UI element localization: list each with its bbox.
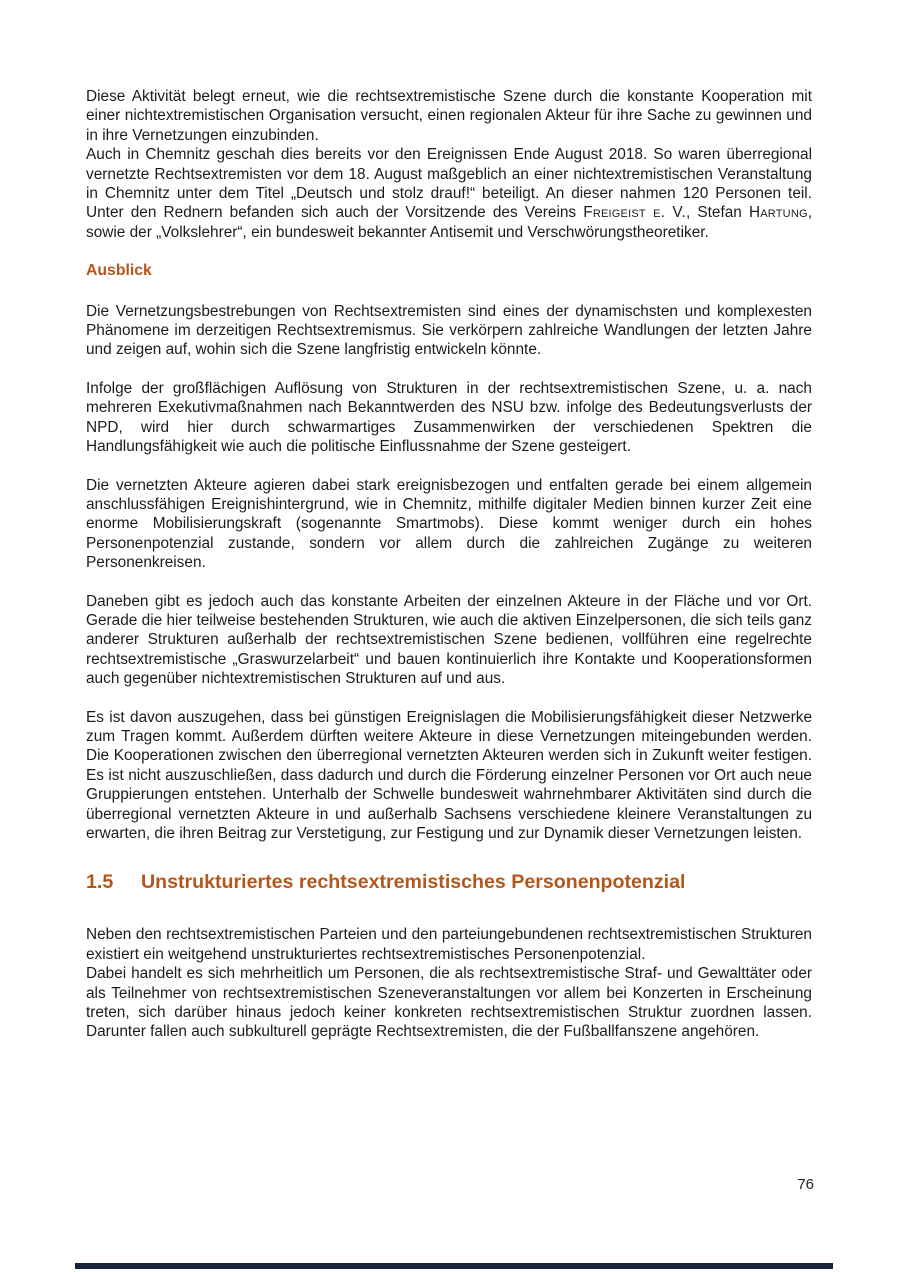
paragraph-intro-1: Diese Aktivität belegt erneut, wie die rechtsextremistische Szene durch die konstante Kooperation mit einer nichtextremistischen Organisation versucht, einen regionalen Akteur für ihre Sache zu gewinnen und in ihre Vernetzungen einzubinden.	[86, 88, 812, 144]
section-heading	[86, 871, 812, 894]
section-number: 1.5	[86, 871, 114, 894]
paragraph-section-1: Neben den rechtsextremistischen Parteien und den parteiungebundenen rechtsextremistischen Strukturen existiert ein weitgehend unstrukturiertes rechtsextremistisches Personenpotenzial.	[86, 926, 812, 963]
text-column	[86, 87, 812, 1061]
paragraph-outlook-3: Die vernetzten Akteure agieren dabei stark ereignisbezogen und entfalten gerade bei einem allgemein anschlussfähigen Ereignishintergrund, wie in Chemnitz, mithilfe digitaler Medien binnen kurzer Zeit eine enorme Mobilisierungskraft (sogenannte Smartmobs). Diese kommt weniger durch ein hohes Personenpotenzial zustande, sondern vor allem durch die zahlreichen Zugänge zu weiteren Personenkreisen.	[86, 476, 812, 572]
paragraph-section-2: Dabei handelt es sich mehrheitlich um Personen, die als rechtsextremistische Straf- und Gewalttäter oder als Teilnehmer von rechtsextremistischen Szeneveranstaltungen vor allem bei Konzerten in Erscheinung treten, sich darüber hinaus jedoch keiner konkreten rechtsextremistischen Struktur zuordnen lassen. Darunter fallen auch subkulturell geprägte Rechtsextremisten, die der Fußballfanszene angehören.	[86, 965, 812, 1041]
paragraph-outlook-4: Daneben gibt es jedoch auch das konstante Arbeiten der einzelnen Akteure in der Fläche und vor Ort. Gerade die hier teilweise bestehenden Strukturen, wie auch die aktiven Einzelpersonen, die sich teils ganz anderer Strukturen außerhalb der rechtsextremistischen Szene bedienen, vollführen eine regelrechte rechtsextremistische „Graswurzelarbeit“ und bauen kontinuierlich ihre Kontakte und Kooperationsformen auch gegenüber nichtextremistischen Strukturen auf und aus.	[86, 592, 812, 688]
section-title: Unstrukturiertes rechtsextremistisches Personenpotenzial	[141, 871, 686, 894]
footer-rule	[75, 1263, 833, 1269]
page-number: 76	[797, 1176, 814, 1193]
paragraph-outlook-2: Infolge der großflächigen Auflösung von Strukturen in der rechtsextremistischen Szene, u. a. nach mehreren Exekutivmaßnahmen nach Bekanntwerden des NSU bzw. infolge des Bedeutungsverlusts der NPD, wird hier durch schwarmartiges Zusammenwirken der verschiedenen Spektren die Handlungsfähigkeit wie auch die politische Einflussnahme der Szene gesteigert.	[86, 379, 812, 456]
paragraph-intro-2: Auch in Chemnitz geschah dies bereits vor den Ereignissen Ende August 2018. So waren überregional vernetzte Rechtsextremisten vor dem 18. August maßgeblich an einer nichtextremistischen Veranstaltung in Chemnitz unter dem Titel „Deutsch und stolz drauf!“ beteiligt. An dieser nahmen 120 Personen teil. Unter den Rednern befanden sich auch der Vorsitzende des Vereins Freigeist e. V., Stefan Hartung, sowie der „Volkslehrer“, ein bundesweit bekannter Antisemit und Verschwörungstheoretiker.	[86, 146, 812, 241]
paragraph-outlook-5: Es ist davon auszugehen, dass bei günstigen Ereignislagen die Mobilisierungsfähigkeit dieser Netzwerke zum Tragen kommt. Außerdem dürften weitere Akteure in diese Vernetzungen miteingebunden werden. Die Kooperationen zwischen den überregional vernetzten Akteuren werden sich in Zukunft weiter festigen. Es ist nicht auszuschließen, dass dadurch und durch die Förderung einzelner Personen vor Ort auch neue Gruppierungen entstehen. Unterhalb der Schwelle bundesweit wahrnehmbarer Aktivitäten sind durch die überregional vernetzten Akteure in und außerhalb Sachsens verschiedene kleinere Veranstaltungen zu erwarten, die ihren Beitrag zur Verstetigung, zur Festigung und zur Dynamik dieser Vernetzungen leisten.	[86, 708, 812, 842]
subsection-heading-ausblick: Ausblick	[86, 262, 152, 280]
paragraph-outlook-1: Die Vernetzungsbestrebungen von Rechtsextremisten sind eines der dynamischsten und komplexesten Phänomene im derzeitigen Rechtsextremismus. Sie verkörpern zahlreiche Wandlungen der letzten Jahre und zeigen auf, wohin sich die Szene langfristig entwickeln könnte.	[86, 302, 812, 359]
